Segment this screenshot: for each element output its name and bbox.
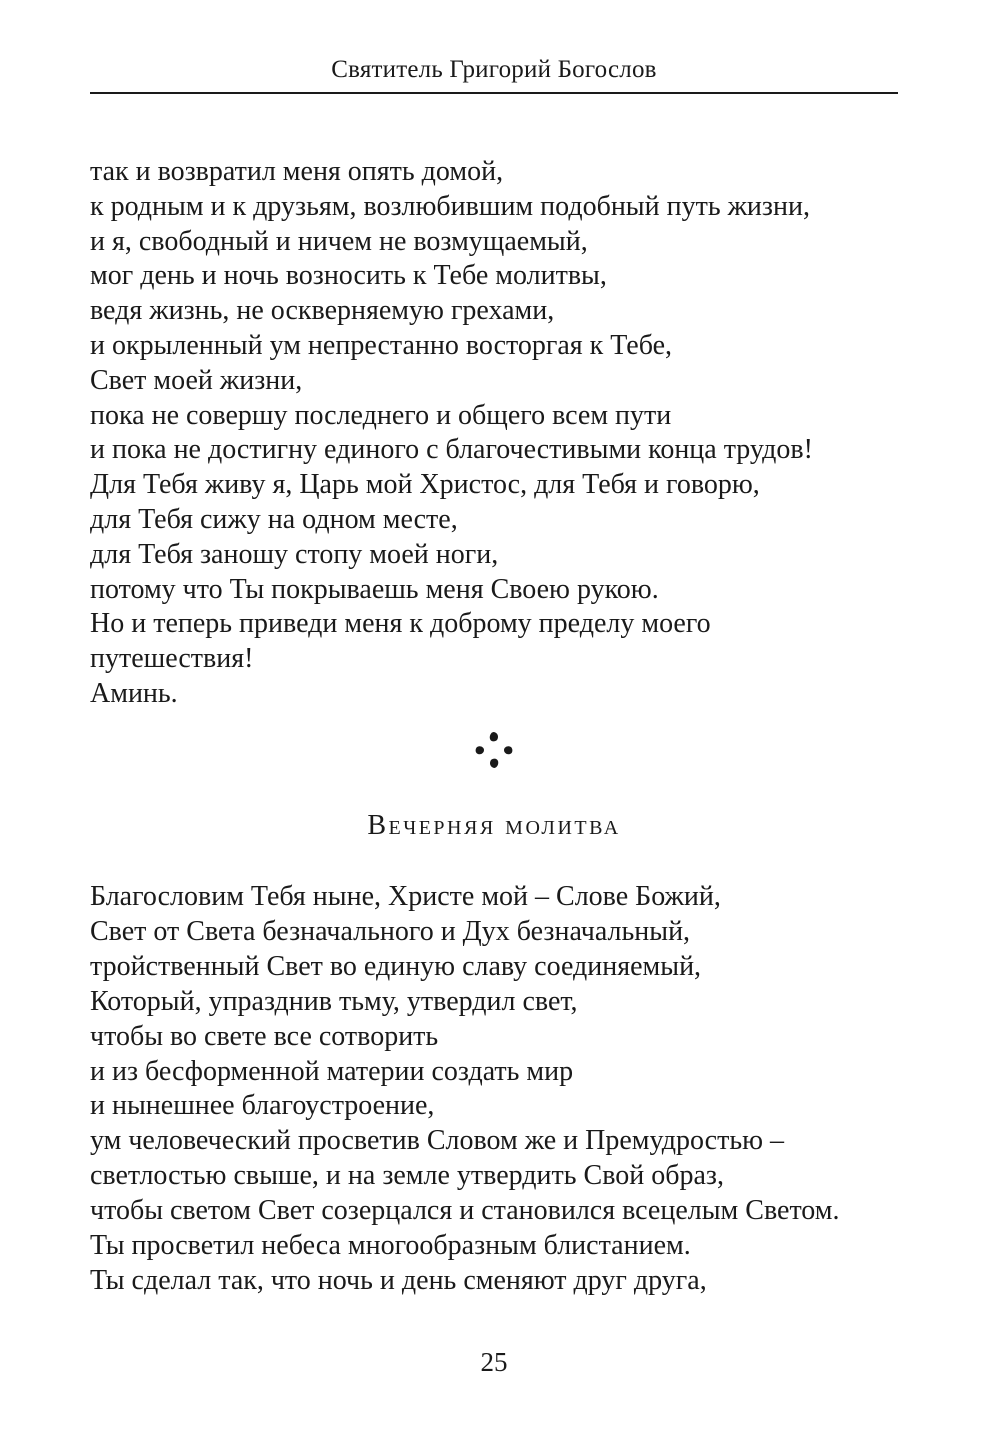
verse-line: Ты сделал так, что ночь и день сменяют друг друга, — [90, 1264, 707, 1296]
verse-line: Ты просветил небеса многообразным блистанием. — [90, 1230, 691, 1262]
header-rule — [90, 92, 898, 94]
evening-prayer-text — [90, 880, 930, 1299]
verse-line: пока не совершу последнего и общего всем пути — [90, 399, 672, 431]
prayer-continuation — [90, 155, 930, 712]
verse-line: Свет моей жизни, — [90, 364, 303, 396]
verse-line: так и возвратил меня опять домой, — [90, 156, 504, 187]
verse-line: Аминь. — [90, 677, 178, 709]
four-dot-ornament-icon — [472, 728, 516, 772]
verse-line: и пока не достигну единого с благочестивыми конца трудов! — [90, 434, 813, 466]
verse-line: Свет от Света безначального и Дух безначальный, — [90, 915, 691, 947]
verse-line: и окрыленный ум непрестанно восторгая к Тебе, — [90, 329, 673, 361]
verse-line: и из бесформенной материи создать мир — [90, 1055, 574, 1087]
verse-line: ведя жизнь, не оскверняемую грехами, — [90, 295, 555, 327]
verse-line: ум человеческий просветив Словом же и Премудростью – — [90, 1125, 785, 1157]
verse-line: потому что Ты покрываешь меня Своею рукою. — [90, 573, 659, 605]
verse-line: к родным и к друзьям, возлюбившим подобный путь жизни, — [90, 190, 810, 222]
page-number: 25 — [480, 1347, 508, 1377]
verse-line: для Тебя заношу стопу моей ноги, — [90, 538, 499, 570]
verse-line: Для Тебя живу я, Царь мой Христос, для Тебя и говорю, — [90, 469, 760, 501]
verse-line: Который, упразднив тьму, утвердил свет, — [90, 985, 578, 1017]
verse-line: чтобы во свете все сотворить — [90, 1020, 439, 1052]
section-title: Вечерняя молитва — [367, 810, 621, 841]
verse-line: путешествия! — [90, 643, 254, 675]
running-head: Святитель Григорий Богослов — [331, 56, 657, 83]
verse-line: и я, свободный и ничем не возмущаемый, — [90, 225, 588, 257]
verse-line: светлостью свыше, и на земле утвердить Свой образ, — [90, 1160, 724, 1192]
verse-line: и нынешнее благоустроение, — [90, 1090, 435, 1122]
verse-line: Благословим Тебя ныне, Христе мой – Слове Божий, — [90, 881, 721, 912]
verse-line: мог день и ночь возносить к Тебе молитвы, — [90, 260, 607, 292]
verse-line: чтобы светом Свет созерцался и становился всецелым Светом. — [90, 1195, 840, 1227]
verse-line: Но и теперь приведи меня к доброму пределу моего — [90, 608, 711, 640]
verse-line: тройственный Свет во единую славу соединяемый, — [90, 950, 702, 982]
verse-line: для Тебя сижу на одном месте, — [90, 503, 458, 535]
